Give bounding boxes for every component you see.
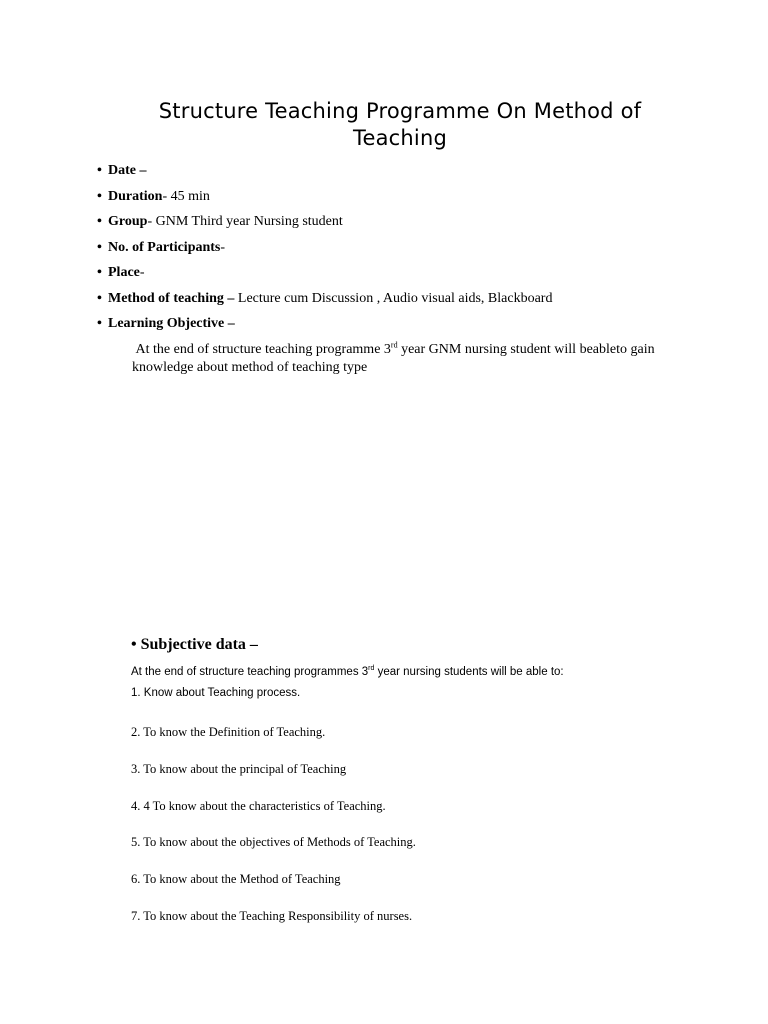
info-value: - GNM Third year Nursing student [147,214,343,229]
objective-item: 7. To know about the Teaching Responsibility of nurses. [131,909,413,923]
bullet-icon: • [97,316,102,331]
objective-text-end: year GNM nursing student will beableto gain knowledge about method of teaching type [132,342,655,375]
info-label: Method of teaching – [108,290,235,306]
bullet-icon: • [97,265,102,280]
bullet-icon: • [97,188,102,204]
objective-item: 1. Know about Teaching process. [131,687,301,699]
info-participants [97,237,552,263]
objective-item: 3. To know about the principal of Teaching [131,762,347,776]
objective-item: 5. To know about the objectives of Methods of Teaching. [131,835,416,849]
info-value: - [220,239,226,255]
session-info-list [97,160,552,339]
page-title: Structure Teaching Programme On Method of Teaching [158,99,642,150]
objective-item: 6. To know about the Method of Teaching [131,872,341,886]
info-label: Learning Objective – [108,316,235,331]
subjective-intro [131,664,731,680]
subjective-data-heading: • Subjective data – [131,636,258,653]
info-duration [97,186,552,212]
info-label: Place [108,265,140,280]
intro-text-start: At the end of structure teaching programmes 3 [131,666,369,678]
info-date [97,160,552,186]
intro-text-end: year nursing students will be able to: [374,666,564,678]
learning-objective-text [132,341,692,377]
info-label: Group [108,214,148,229]
ordinal-suffix: rd [390,340,398,350]
info-value: - 45 min [162,188,210,204]
bullet-icon: • [97,290,102,306]
info-method [97,288,552,314]
ordinal-suffix: rd [368,665,375,673]
objective-item: 4. 4 To know about the characteristics of Teaching. [131,799,386,813]
info-label: No. of Participants [108,239,221,255]
info-group [97,211,552,237]
info-value: - [139,265,145,280]
info-value: Lecture cum Discussion , Audio visual aids, Blackboard [234,290,553,306]
bullet-icon: • [97,239,102,255]
objective-item: 2. To know the Definition of Teaching. [131,725,326,739]
info-learning-objective [97,313,552,339]
bullet-icon: • [97,214,102,229]
info-label: Duration [108,188,163,204]
info-label: Date – [108,163,147,178]
objective-text-start: At the end of structure teaching programme 3 [135,342,391,357]
info-place [97,262,552,288]
bullet-icon: • [97,163,102,178]
